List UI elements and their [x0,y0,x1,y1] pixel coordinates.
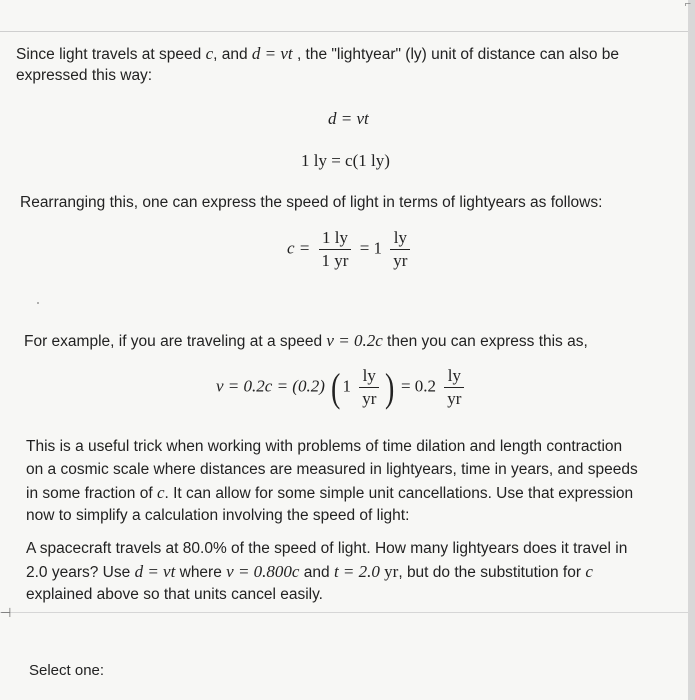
eq3-mid: = 1 [359,238,383,258]
eq4-one: 1 [342,376,351,396]
question-line-1: A spacecraft travels at 80.0% of the speed of light. How many lightyears does it travel in [26,540,628,557]
eq3-den1: 1 yr [321,251,349,270]
eq4-lhs: v = 0.2c = (0.2) [216,376,325,396]
question-unit-yr: yr [379,562,399,581]
eq3-fraction-1 [319,228,352,271]
intro-line-1 [16,43,619,66]
trick-line-1: This is a useful trick when working with problems of time dilation and length contraction [26,438,623,455]
intro-equation: d = vt [251,44,293,63]
eq3-den2: yr [393,251,408,270]
question-c: c [585,562,593,581]
intro-text-1: Since light travels at speed [16,46,206,63]
example-text-2: then you can express this as, [382,333,588,350]
eq4-num1: ly [359,366,379,388]
equation-c-ly-yr [287,228,414,271]
example-line [24,330,588,353]
question-eq-d: d = vt [134,562,176,581]
stray-dot [37,302,39,304]
trick-text-3b: . It can allow for some simple unit cancellations. Use that expression [164,485,634,502]
eq3-num2: ly [390,228,410,250]
page-edge [688,0,695,700]
trick-c: c [156,483,165,502]
corner-marker-icon: ⌐ [684,0,691,10]
question-text-2a: 2.0 years? Use [26,564,135,581]
select-one-label: Select one: [29,662,105,679]
trick-text-3a: in some fraction of [26,485,157,502]
eq3-num1: 1 ly [319,228,352,250]
eq4-left-paren: ( [331,364,341,410]
top-border [0,31,688,32]
example-text-1: For example, if you are traveling at a speed [24,333,327,350]
eq4-fraction-1 [359,366,379,409]
question-text-2b: where [175,564,227,581]
equation-ly: 1 ly = c(1 ly) [301,151,390,170]
eq4-fraction-2 [444,366,464,409]
section-divider [0,612,688,613]
eq3-fraction-2 [390,228,410,271]
eq4-mid: = 0.2 [400,376,437,396]
question-text-2c: and [299,564,334,581]
trick-line-2: on a cosmic scale where distances are measured in lightyears, time in years, and speeds [26,461,638,478]
eq4-den1: yr [362,389,377,408]
eq4-num2: ly [444,366,464,388]
question-text-2d: , but do the substitution for [398,564,586,581]
equation-v-example [216,366,468,409]
intro-line-2: expressed this way: [16,67,153,84]
question-line-3: explained above so that units cancel easily. [26,586,323,603]
intro-text-2: , and [213,46,252,63]
equation-d-vt: d = vt [328,109,369,128]
question-eq-v: v = 0.800c [226,562,300,581]
question-line-2 [26,561,593,584]
question-eq-t: t = 2.0 [333,562,380,581]
example-v: v = 0.2c [326,331,383,350]
trick-line-4: now to simplify a calculation involving the speed of light: [26,507,410,524]
rearrange-text: Rearranging this, one can express the speed of light in terms of lightyears as follows: [20,194,603,211]
intro-text-3: , the "lightyear" (ly) unit of distance can also be [292,46,619,63]
eq4-right-paren: ) [385,364,395,410]
trick-line-3 [26,482,633,505]
eq4-den2: yr [447,389,462,408]
flag-icon: ⊣ [0,605,12,620]
intro-c: c [205,44,214,63]
eq3-lhs: c = [287,238,311,258]
